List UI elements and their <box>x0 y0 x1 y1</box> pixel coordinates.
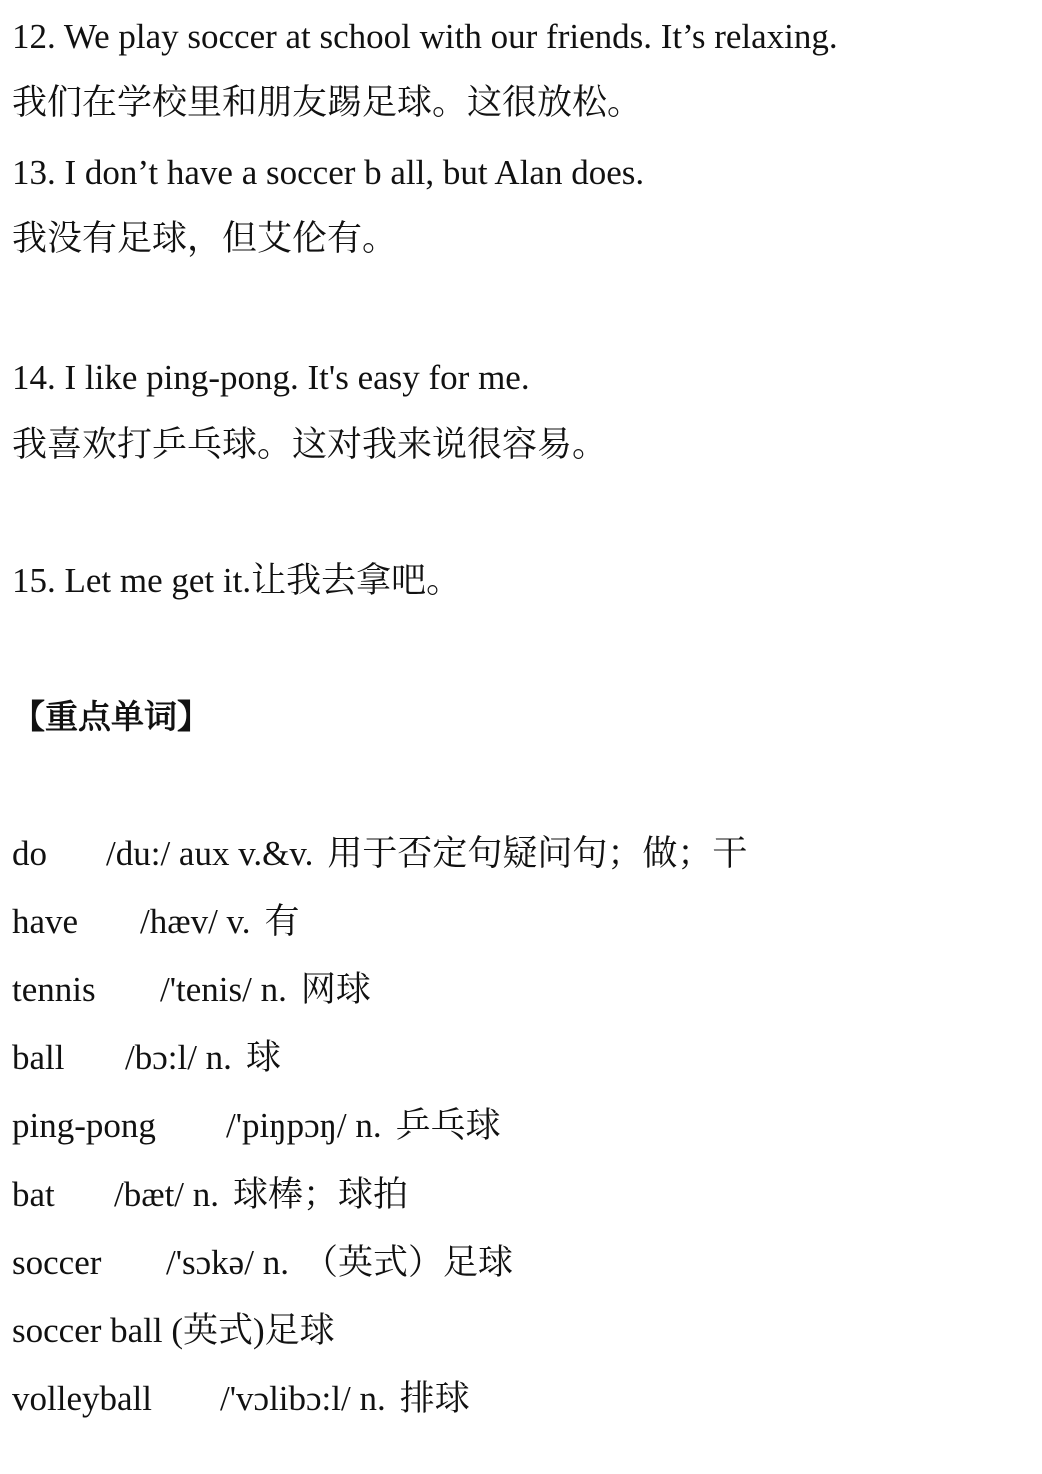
vocab-row <box>12 1108 501 1143</box>
sentence-14-zh: 我喜欢打乒乓球。这对我来说很容易。 <box>12 425 608 464</box>
vocab-meaning: 排球 <box>399 1379 470 1418</box>
vocab-word: tennis <box>12 970 96 1009</box>
vocab-word: have <box>12 902 79 941</box>
sentence-13-zh: 我没有足球，但艾伦有。 <box>12 219 398 258</box>
vocab-word: soccer ball (英式)足球 <box>12 1311 335 1350</box>
vocab-row <box>12 904 300 939</box>
vocab-phonetic: /'sɔkə/ n. <box>166 1243 289 1282</box>
vocab-row <box>12 972 371 1007</box>
sentence-12-en: 12. We play soccer at school with our friends. It’s relaxing. <box>12 17 838 56</box>
vocab-phonetic: /bɔ:l/ n. <box>125 1038 232 1077</box>
vocab-phonetic: /'piŋpɔŋ/ n. <box>226 1106 382 1145</box>
sentence-15: 15. Let me get it.让我去拿吧。 <box>12 561 462 600</box>
vocab-word: do <box>12 834 47 873</box>
vocab-word: volleyball <box>12 1379 152 1418</box>
vocab-word: ping-pong <box>12 1106 156 1145</box>
vocab-phonetic: /'tenis/ n. <box>160 970 287 1009</box>
vocab-row <box>12 1040 281 1075</box>
vocab-phonetic: /bæt/ n. <box>114 1175 220 1214</box>
vocab-phonetic: /'vɔlibɔ:l/ n. <box>220 1379 386 1418</box>
sentence-14-en: 14. I like ping-pong. It's easy for me. <box>12 358 530 397</box>
vocab-row <box>12 836 747 871</box>
vocab-word: soccer <box>12 1243 102 1282</box>
vocab-meaning: （英式）足球 <box>302 1243 513 1282</box>
vocab-meaning: 网球 <box>300 970 371 1009</box>
vocab-meaning: 球 <box>245 1038 281 1077</box>
vocab-row <box>12 1381 470 1416</box>
vocab-row <box>12 1245 513 1280</box>
vocab-meaning: 球棒；球拍 <box>233 1175 409 1214</box>
sentence-12-zh: 我们在学校里和朋友踢足球。这很放松。 <box>12 83 643 122</box>
vocab-word: bat <box>12 1175 55 1214</box>
vocab-phonetic: /hæv/ v. <box>140 902 251 941</box>
vocab-word: ball <box>12 1038 65 1077</box>
sentence-13-en: 13. I don’t have a soccer b all, but Alan does. <box>12 153 645 192</box>
vocab-row <box>12 1177 408 1212</box>
vocab-row <box>12 1313 335 1348</box>
vocab-heading: 【重点单词】 <box>12 697 210 736</box>
vocab-meaning: 乒乓球 <box>395 1106 501 1145</box>
vocab-meaning: 有 <box>264 902 300 941</box>
vocab-phonetic: /du:/ aux v.&v. <box>106 834 314 873</box>
vocab-meaning: 用于否定句疑问句；做；干 <box>327 834 748 873</box>
